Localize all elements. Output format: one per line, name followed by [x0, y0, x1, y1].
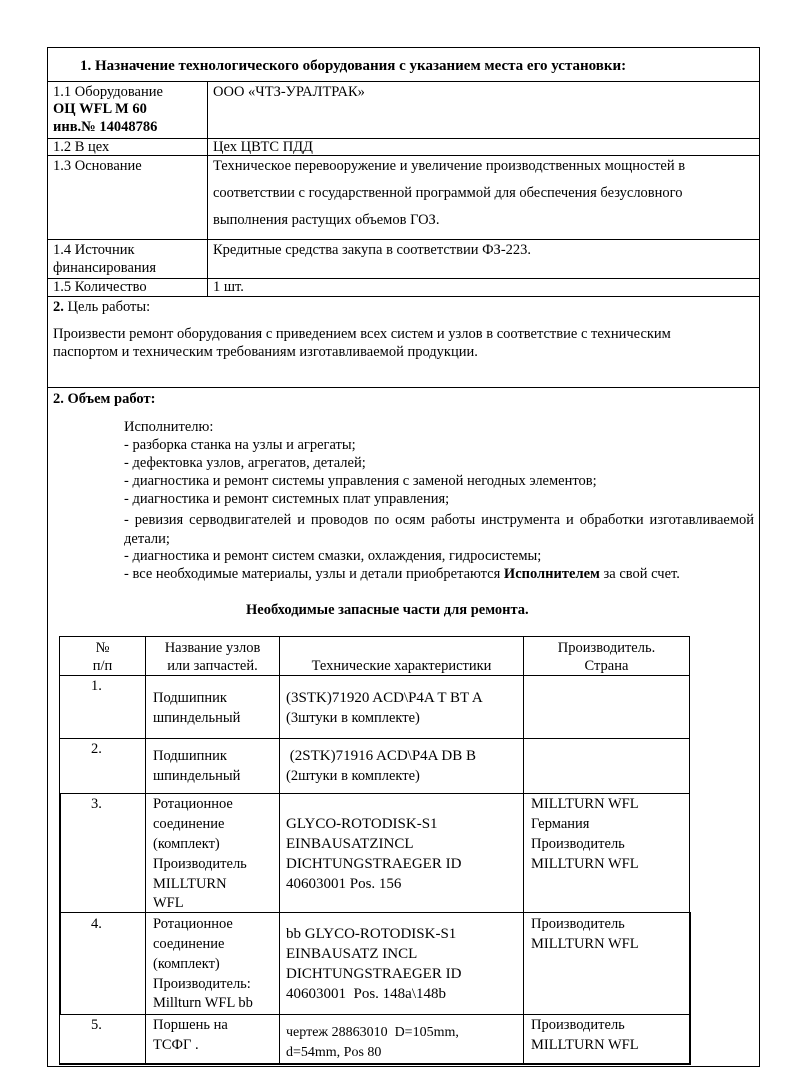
row-maker-line: MILLTURN WFL	[531, 856, 639, 872]
table-border	[59, 793, 61, 1014]
row-divider	[47, 155, 760, 156]
row-maker-line: MILLTURN WFL	[531, 1037, 639, 1053]
row-num: 2.	[91, 741, 102, 757]
row-name-line: Millturn WFL bb	[153, 995, 253, 1011]
quantity-value: 1 шт.	[213, 279, 244, 295]
header-name-line-1: Название узлов	[164, 640, 261, 656]
header-maker-line-1: Производитель.	[557, 640, 656, 656]
scope-item-text: - все необходимые материалы, узлы и детали приобретаются	[124, 566, 504, 582]
basis-line-2: соответствии с государственной программой для обеспечения безусловного	[213, 185, 683, 201]
equipment-inventory-number: инв.№ 14048786	[53, 119, 158, 135]
table-border	[59, 912, 691, 913]
row-divider	[47, 387, 760, 388]
row-maker-line: Производитель	[531, 836, 625, 852]
scope-item-bold: Исполнителем	[503, 566, 600, 582]
frame-top-border	[47, 47, 760, 48]
table-border	[689, 636, 690, 912]
row-spec-line: чертеж 28863010 D=105mm,	[286, 1025, 459, 1040]
scope-item: - диагностика и ремонт системных плат управления;	[124, 491, 450, 507]
row-num: 5.	[91, 1017, 102, 1033]
row-maker-line: Производитель	[531, 916, 625, 932]
scope-item: - диагностика и ремонт систем смазки, охлаждения, гидросистемы;	[124, 548, 542, 564]
row-spec-line: (3STK)71920 ACD\P4A T BT A	[286, 690, 483, 706]
row-divider	[47, 278, 760, 279]
funding-value: Кредитные средства закупа в соответствии ФЗ-223.	[213, 242, 532, 258]
row-name-line: Поршень на	[153, 1017, 228, 1033]
scope-item: - дефектовка узлов, агрегатов, деталей;	[124, 455, 366, 471]
row-name-line: (комплект)	[153, 836, 220, 852]
row-spec-line: (2STK)71916 ACD\P4A DB B	[286, 748, 477, 764]
table-border	[59, 738, 690, 739]
funding-label-line-2: финансирования	[53, 260, 157, 276]
row-name-line: шпиндельный	[153, 768, 241, 784]
row-spec-line: (2штуки в комплекте)	[286, 768, 420, 784]
row-divider	[47, 296, 760, 297]
scope-item-last	[124, 566, 680, 583]
row-spec-line: EINBAUSATZ INCL	[286, 946, 418, 962]
column-divider	[207, 81, 208, 296]
quantity-label: 1.5 Количество	[53, 279, 147, 295]
row-name-line: Производитель:	[153, 976, 251, 992]
goal-heading	[53, 299, 150, 316]
header-name-line-2: или запчастей.	[167, 658, 258, 674]
row-divider	[47, 81, 760, 82]
table-border	[59, 675, 690, 676]
row-spec-line: 40603001 Pos. 148a\148b	[286, 986, 447, 1002]
equipment-owner: ООО «ЧТЗ-УРАЛТРАК»	[213, 84, 365, 100]
row-name-line: (комплект)	[153, 956, 220, 972]
goal-body-line-2: паспортом и техническим требованиям изготавливаемой продукции.	[53, 344, 478, 360]
table-border	[59, 1063, 691, 1065]
header-maker-line-2: Страна	[584, 658, 629, 674]
equipment-model: ОЦ WFL M 60	[53, 101, 147, 117]
equipment-label: 1.1 Оборудование	[53, 84, 163, 100]
funding-label-line-1: 1.4 Источник	[53, 242, 135, 258]
row-name-line: соединение	[153, 936, 225, 952]
frame-bottom-border	[47, 1066, 760, 1067]
basis-line-1: Техническое перевооружение и увеличение производственных мощностей в	[213, 158, 686, 174]
scope-item: - разборка станка на узлы и агрегаты;	[124, 437, 356, 453]
table-border	[279, 636, 280, 1065]
frame-left-border	[47, 47, 48, 1067]
spare-parts-title: Необходимые запасные части для ремонта.	[246, 602, 529, 618]
goal-body-line-1: Произвести ремонт оборудования с приведением всех систем и узлов в соответствие с техническим	[53, 326, 671, 342]
goal-heading-number: 2.	[53, 299, 64, 315]
row-name-line: соединение	[153, 816, 225, 832]
table-border	[523, 636, 524, 1065]
row-num: 1.	[91, 678, 102, 694]
section1-heading: 1. Назначение технологического оборудования с указанием места его установки:	[80, 58, 627, 74]
row-spec-line: d=54mm, Pos 80	[286, 1045, 382, 1060]
basis-line-3: выполнения растущих объемов ГОЗ.	[213, 212, 440, 228]
row-num: 3.	[91, 796, 102, 812]
row-spec-line: 40603001 Pos. 156	[286, 876, 402, 892]
table-border	[59, 1014, 60, 1065]
row-name-line: ТСФГ .	[153, 1037, 199, 1053]
table-border	[59, 793, 690, 794]
table-border	[59, 636, 690, 637]
row-divider	[47, 138, 760, 139]
row-spec-line: DICHTUNGSTRAEGER ID	[286, 856, 462, 872]
row-name-line: Подшипник	[153, 690, 227, 706]
row-name-line: Производитель	[153, 856, 247, 872]
row-maker-line: MILLTURN WFL	[531, 796, 639, 812]
scope-item-text: за свой счет.	[599, 566, 680, 582]
scope-intro: Исполнителю:	[124, 419, 214, 435]
row-maker-line: MILLTURN WFL	[531, 936, 639, 952]
row-name-line: Ротационное	[153, 796, 233, 812]
row-name-line: шпиндельный	[153, 710, 241, 726]
row-divider	[47, 239, 760, 240]
row-spec-line: GLYCO-ROTODISK-S1	[286, 816, 438, 832]
row-name-line: WFL	[153, 895, 184, 911]
row-spec-line: bb GLYCO-ROTODISK-S1	[286, 926, 457, 942]
goal-heading-text: Цель работы:	[63, 299, 151, 315]
scope-item: - ревизия серводвигателей и проводов по осям работы инструмента и обработки изготавливаемой детали;	[124, 512, 754, 547]
row-spec-line: EINBAUSATZINCL	[286, 836, 414, 852]
row-spec-line: DICHTUNGSTRAEGER ID	[286, 966, 462, 982]
row-maker-line: Германия	[531, 816, 590, 832]
workshop-value: Цех ЦВТС ПДД	[213, 139, 313, 155]
header-num-line-1: №	[95, 640, 110, 656]
row-name-line: MILLTURN	[153, 876, 227, 892]
table-border	[145, 636, 146, 1065]
header-spec: Технические характеристики	[311, 658, 492, 674]
row-num: 4.	[91, 916, 102, 932]
row-name-line: Подшипник	[153, 748, 227, 764]
scope-item: - диагностика и ремонт системы управления с заменой негодных элементов;	[124, 473, 597, 489]
row-maker-line: Производитель	[531, 1017, 625, 1033]
scope-heading: 2. Объем работ:	[53, 391, 156, 407]
table-border	[689, 912, 691, 1065]
row-name-line: Ротационное	[153, 916, 233, 932]
frame-right-border	[759, 47, 760, 1067]
row-spec-line: (3штуки в комплекте)	[286, 710, 420, 726]
basis-label: 1.3 Основание	[53, 158, 142, 174]
header-num-line-2: п/п	[92, 658, 113, 674]
table-border	[59, 1014, 691, 1015]
workshop-label: 1.2 В цех	[53, 139, 110, 155]
